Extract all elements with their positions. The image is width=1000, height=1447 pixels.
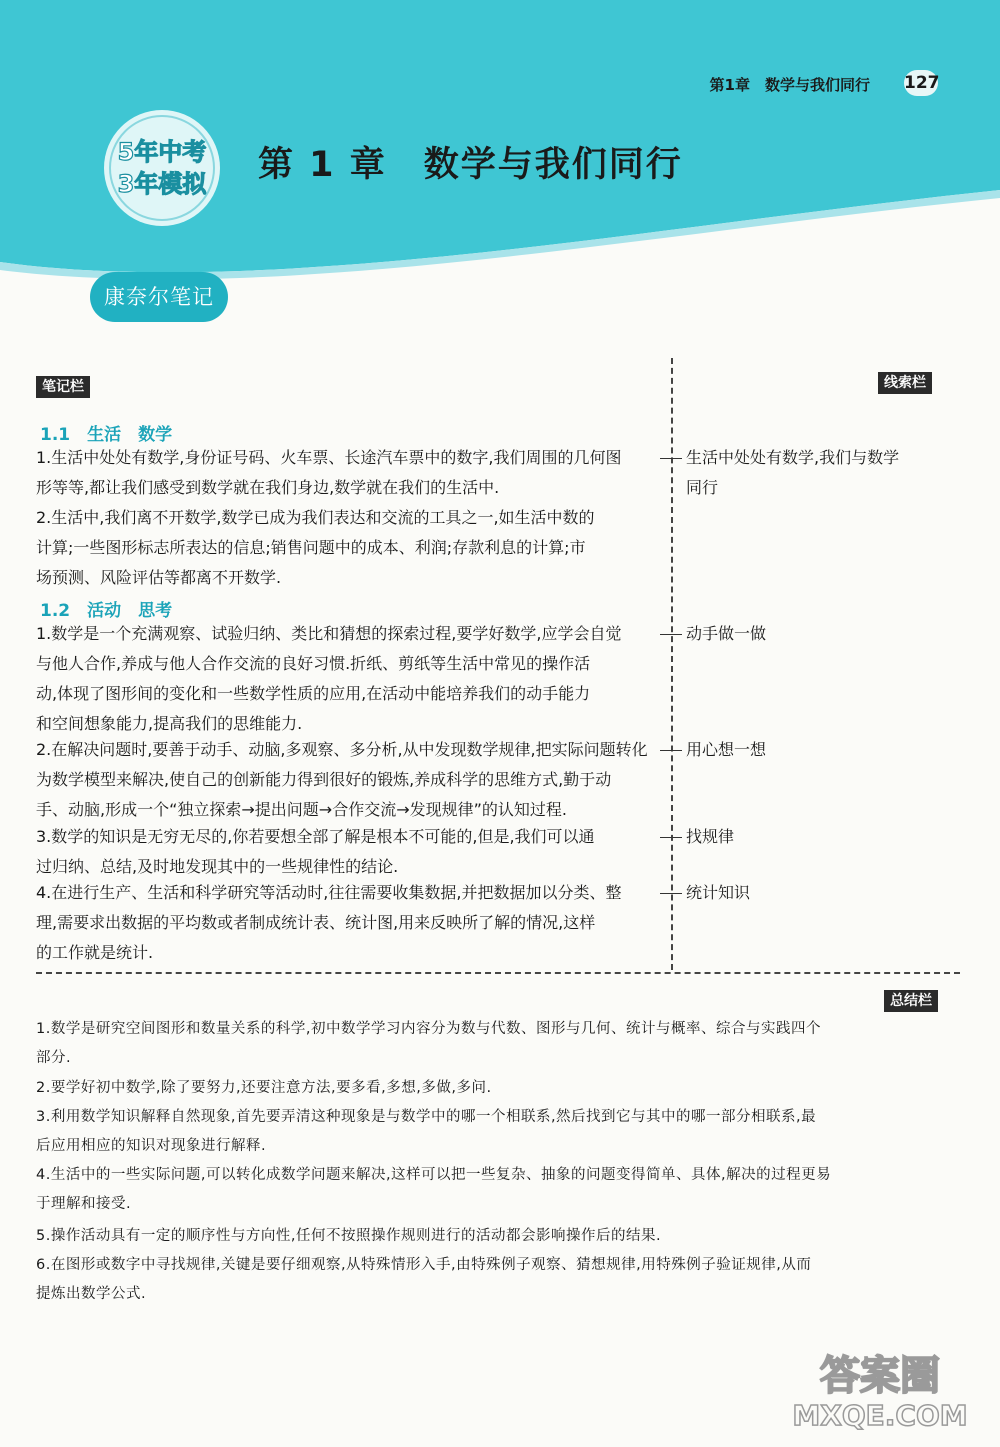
summary-item <box>36 1161 956 1219</box>
summary-item <box>36 1015 956 1073</box>
note-line: 2.在解决问题时,要善于动手、动脑,多观察、多分析,从中发现数学规律,把实际问题转化 <box>36 740 648 759</box>
note-item <box>36 822 658 882</box>
summary-line: 于理解和接受. <box>36 1196 132 1212</box>
cues-label: 线索栏 <box>878 372 932 394</box>
cue-line: 用心想一想 <box>686 740 767 759</box>
note-line: 1.数学是一个充满观察、试验归纳、类比和猜想的探索过程,要学好数学,应学会自觉 <box>36 624 622 643</box>
note-line: 1.生活中处处有数学,身份证号码、火车票、长途汽车票中的数字,我们周围的几何图 <box>36 448 622 467</box>
summary-line: 后应用相应的知识对现象进行解释. <box>36 1138 267 1154</box>
logo-line1: 5年中考 <box>117 138 207 166</box>
cue-line: 生活中处处有数学,我们与数学 <box>686 448 900 467</box>
cue-item <box>686 735 956 765</box>
summary-item <box>36 1074 956 1103</box>
summary-item <box>36 1222 956 1251</box>
column-divider <box>671 358 673 970</box>
chapter-title: 第 1 章 数学与我们同行 <box>258 145 683 185</box>
summary-line: 3.利用数学知识解释自然现象,首先要弄清这种现象是与数学中的哪一个相联系,然后找到它与其中的哪一部分相联系,最 <box>36 1109 817 1125</box>
note-item <box>36 443 658 503</box>
note-line: 形等等,都让我们感受到数学就在我们身边,数学就在我们的生活中. <box>36 478 500 497</box>
cue-item <box>686 443 956 503</box>
cue-connector <box>660 893 682 894</box>
section-divider <box>36 972 960 974</box>
note-line: 2.生活中,我们离不开数学,数学已成为我们表达和交流的工具之一,如生活中数的 <box>36 508 595 527</box>
running-header: 第1章 数学与我们同行 <box>709 76 870 94</box>
cue-line: 动手做一做 <box>686 624 767 643</box>
summary-line: 5.操作活动具有一定的顺序性与方向性,任何不按照操作规则进行的活动都会影响操作后的结果. <box>36 1228 662 1244</box>
note-item <box>36 619 658 739</box>
logo-line2: 3年模拟 <box>117 170 207 198</box>
cue-connector <box>660 458 682 459</box>
cue-connector <box>660 634 682 635</box>
cue-line: 同行 <box>686 478 719 497</box>
summary-line: 部分. <box>36 1050 72 1066</box>
note-line: 的工作就是统计. <box>36 943 154 962</box>
note-line: 理,需要求出数据的平均数或者制成统计表、统计图,用来反映所了解的情况,这样 <box>36 913 596 932</box>
cue-item <box>686 619 956 649</box>
summary-label: 总结栏 <box>884 990 938 1012</box>
watermark-cn: 答案圈 <box>820 1353 940 1399</box>
note-line: 过归纳、总结,及时地发现其中的一些规律性的结论. <box>36 857 399 876</box>
notes-label: 笔记栏 <box>36 376 90 398</box>
page-number: 127 <box>904 70 938 96</box>
note-line: 4.在进行生产、生活和科学研究等活动时,往往需要收集数据,并把数据加以分类、整 <box>36 883 622 902</box>
cue-connector <box>660 837 682 838</box>
cue-line: 找规律 <box>686 827 735 846</box>
note-item <box>36 878 658 968</box>
note-line: 和空间想象能力,提高我们的思维能力. <box>36 714 303 733</box>
note-line: 场预测、风险评估等都离不开数学. <box>36 568 282 587</box>
note-line: 计算;一些图形标志所表达的信息;销售问题中的成本、利润;存款利息的计算;市 <box>36 538 586 557</box>
logo <box>100 108 240 228</box>
summary-line: 2.要学好初中数学,除了要努力,还要注意方法,要多看,多想,多做,多问. <box>36 1080 492 1096</box>
note-line: 动,体现了图形间的变化和一些数学性质的应用,在活动中能培养我们的动手能力 <box>36 684 591 703</box>
note-item <box>36 503 658 593</box>
summary-item <box>36 1251 956 1309</box>
cue-line: 统计知识 <box>686 883 751 902</box>
cue-connector <box>660 750 682 751</box>
section-heading-1-2: 1.2 活动 思考 <box>40 601 173 621</box>
watermark-logo <box>780 1345 980 1433</box>
section-heading-1-1: 1.1 生活 数学 <box>40 425 173 445</box>
note-line: 3.数学的知识是无穷无尽的,你若要想全部了解是根本不可能的,但是,我们可以通 <box>36 827 595 846</box>
watermark-en: MXQE.COM <box>792 1399 968 1432</box>
cornell-tag: 康奈尔笔记 <box>90 272 228 322</box>
summary-line: 4.生活中的一些实际问题,可以转化成数学问题来解决,这样可以把一些复杂、抽象的问题变得简单、具体,解决的过程更易 <box>36 1167 832 1183</box>
summary-line: 提炼出数学公式. <box>36 1286 147 1302</box>
note-line: 为数学模型来解决,使自己的创新能力得到很好的锻炼,养成科学的思维方式,勤于动 <box>36 770 612 789</box>
note-item <box>36 735 658 825</box>
summary-line: 1.数学是研究空间图形和数量关系的科学,初中数学学习内容分为数与代数、图形与几何、统计与概率、综合与实践四个 <box>36 1021 821 1037</box>
note-line: 手、动脑,形成一个“独立探索→提出问题→合作交流→发现规律”的认知过程. <box>36 800 567 819</box>
cue-item <box>686 878 956 908</box>
note-line: 与他人合作,养成与他人合作交流的良好习惯.折纸、剪纸等生活中常见的操作活 <box>36 654 591 673</box>
summary-item <box>36 1103 956 1161</box>
summary-line: 6.在图形或数字中寻找规律,关键是要仔细观察,从特殊情形入手,由特殊例子观察、猜想规律,用特殊例子验证规律,从而 <box>36 1257 812 1273</box>
cue-item <box>686 822 956 852</box>
